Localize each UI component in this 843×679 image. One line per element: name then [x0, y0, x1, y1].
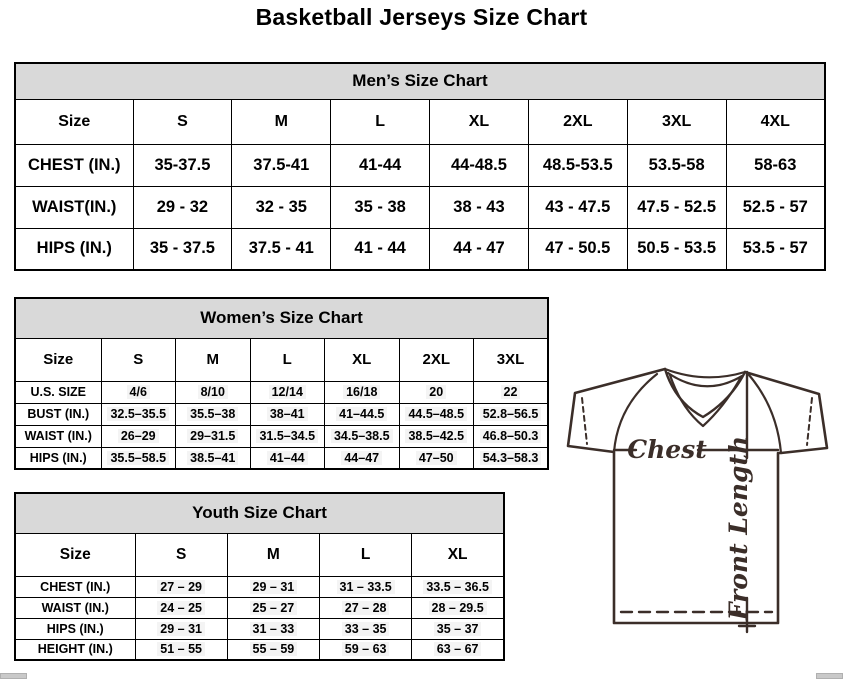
cell-value-text: 37.5 - 41	[248, 239, 314, 258]
cell-value-text: 59 – 63	[342, 642, 390, 656]
cell-value	[101, 403, 176, 425]
cell-value	[101, 425, 176, 447]
table-title: Men’s Size Chart	[15, 63, 825, 99]
table-row	[15, 639, 504, 660]
cell-value	[325, 403, 400, 425]
cell-value	[135, 639, 227, 660]
cell-value	[331, 144, 430, 186]
row-label: HIPS (IN.)	[15, 447, 101, 469]
column-header: 3XL	[627, 99, 726, 144]
cell-value	[227, 576, 319, 597]
column-header: L	[250, 338, 325, 381]
column-header-row	[15, 338, 548, 381]
table-row	[15, 144, 825, 186]
table-row	[15, 228, 825, 270]
cell-value	[412, 618, 504, 639]
cell-value-text: 41-44	[359, 155, 402, 174]
cell-value	[412, 597, 504, 618]
row-label: WAIST(IN.)	[15, 186, 133, 228]
cell-value-text: 24 – 25	[157, 601, 205, 615]
cell-value-text: 26–29	[118, 429, 159, 443]
row-label: WAIST (IN.)	[15, 597, 135, 618]
cell-value-text: 16/18	[343, 385, 380, 399]
row-label: HIPS (IN.)	[15, 228, 133, 270]
cell-value-text: 41 - 44	[354, 239, 406, 258]
cell-value	[528, 228, 627, 270]
cell-value-text: 29 - 32	[156, 197, 209, 216]
cell-value	[331, 228, 430, 270]
horizontal-scrollbar-left-stub[interactable]	[0, 673, 27, 679]
cell-value-text: 35 - 37.5	[149, 239, 215, 258]
cell-value	[528, 186, 627, 228]
mens-size-chart-table	[14, 62, 826, 271]
cell-value-text: 47 - 50.5	[545, 239, 611, 258]
row-label: HIPS (IN.)	[15, 618, 135, 639]
cell-value	[133, 144, 232, 186]
cell-value	[135, 576, 227, 597]
table-row	[15, 425, 548, 447]
cell-value	[320, 639, 412, 660]
column-header: S	[101, 338, 176, 381]
cell-value	[325, 381, 400, 403]
cell-value-text: 31 – 33.5	[337, 580, 395, 594]
jersey-measurement-diagram-icon	[557, 360, 840, 652]
cell-value	[430, 186, 529, 228]
cell-value	[227, 618, 319, 639]
table-row	[15, 381, 548, 403]
column-header: Size	[15, 99, 133, 144]
cell-value-text: 44.5–48.5	[405, 407, 467, 421]
cell-value	[325, 447, 400, 469]
cell-value-text: 20	[426, 385, 446, 399]
cell-value	[232, 144, 331, 186]
cell-value-text: 38 - 43	[453, 197, 505, 216]
table-row	[15, 447, 548, 469]
cell-value	[101, 447, 176, 469]
cell-value-text: 35.5–38	[187, 407, 238, 421]
cell-value	[726, 144, 825, 186]
cell-value	[135, 597, 227, 618]
cell-value-text: 35.5–58.5	[107, 451, 169, 465]
horizontal-scrollbar-right-stub[interactable]	[816, 673, 843, 679]
cell-value-text: 51 – 55	[157, 642, 205, 656]
jersey-outline	[568, 369, 827, 623]
cell-value-text: 8/10	[198, 385, 228, 399]
cell-value	[726, 186, 825, 228]
cell-value-text: 63 – 67	[434, 642, 482, 656]
cell-value-text: 37.5-41	[253, 155, 310, 174]
table-row	[15, 186, 825, 228]
cell-value	[227, 639, 319, 660]
cell-value	[176, 447, 251, 469]
cell-value	[320, 618, 412, 639]
cell-value	[325, 425, 400, 447]
cell-value	[474, 381, 549, 403]
cell-value-text: 41–44	[267, 451, 308, 465]
cell-value	[250, 447, 325, 469]
cell-value-text: 38–41	[267, 407, 308, 421]
column-header: M	[176, 338, 251, 381]
row-label: BUST (IN.)	[15, 403, 101, 425]
cell-value-text: 32 - 35	[255, 197, 307, 216]
table-title: Youth Size Chart	[15, 493, 504, 533]
youth-size-chart-table	[14, 492, 505, 661]
column-header: XL	[412, 533, 504, 576]
cell-value-text: 55 – 59	[250, 642, 298, 656]
cell-value	[474, 403, 549, 425]
row-label: HEIGHT (IN.)	[15, 639, 135, 660]
column-header: 2XL	[528, 99, 627, 144]
cell-value	[250, 425, 325, 447]
column-header: L	[331, 99, 430, 144]
cell-value-text: 41–44.5	[336, 407, 387, 421]
table-row	[15, 403, 548, 425]
womens-size-chart-table	[14, 297, 549, 470]
cell-value-text: 34.5–38.5	[331, 429, 393, 443]
cell-value	[176, 403, 251, 425]
cell-value	[399, 447, 474, 469]
cell-value	[101, 381, 176, 403]
cell-value-text: 35 - 38	[354, 197, 406, 216]
table-row	[15, 576, 504, 597]
cell-value-text: 31 – 33	[250, 622, 298, 636]
column-header: 3XL	[474, 338, 549, 381]
cell-value-text: 47.5 - 52.5	[637, 197, 717, 216]
table-row	[15, 597, 504, 618]
cell-value-text: 43 - 47.5	[545, 197, 611, 216]
row-label: CHEST (IN.)	[15, 576, 135, 597]
cell-value-text: 47–50	[416, 451, 457, 465]
cell-value	[399, 403, 474, 425]
cell-value	[133, 186, 232, 228]
cell-value	[135, 618, 227, 639]
cell-value-text: 33 – 35	[342, 622, 390, 636]
front-length-label: Front Length	[724, 435, 753, 621]
cell-value	[133, 228, 232, 270]
cell-value	[528, 144, 627, 186]
cell-value-text: 29–31.5	[187, 429, 238, 443]
cell-value	[627, 228, 726, 270]
cell-value-text: 4/6	[127, 385, 150, 399]
cell-value-text: 35 – 37	[434, 622, 482, 636]
cell-value-text: 46.8–50.3	[480, 429, 542, 443]
cell-value-text: 27 – 28	[342, 601, 390, 615]
cell-value-text: 31.5–34.5	[256, 429, 318, 443]
table-title: Women’s Size Chart	[15, 298, 548, 338]
cell-value-text: 25 – 27	[250, 601, 298, 615]
cell-value-text: 38.5–41	[187, 451, 238, 465]
page-title: Basketball Jerseys Size Chart	[255, 4, 588, 30]
cell-value	[430, 228, 529, 270]
cell-value	[627, 144, 726, 186]
column-header: S	[133, 99, 232, 144]
cell-value	[250, 381, 325, 403]
cell-value-text: 27 – 29	[157, 580, 205, 594]
cell-value	[176, 381, 251, 403]
cell-value	[227, 597, 319, 618]
cell-value	[232, 186, 331, 228]
cell-value	[399, 425, 474, 447]
cell-value	[412, 639, 504, 660]
cell-value	[412, 576, 504, 597]
cell-value-text: 50.5 - 53.5	[637, 239, 717, 258]
cell-value	[250, 403, 325, 425]
cell-value-text: 32.5–35.5	[107, 407, 169, 421]
column-header: XL	[430, 99, 529, 144]
cell-value-text: 53.5 - 57	[742, 239, 808, 258]
cell-value-text: 35-37.5	[154, 155, 211, 174]
cell-value	[399, 381, 474, 403]
cell-value	[331, 186, 430, 228]
column-header-row	[15, 99, 825, 144]
cell-value-text: 29 – 31	[250, 580, 298, 594]
cell-value-text: 44-48.5	[450, 155, 507, 174]
column-header: 4XL	[726, 99, 825, 144]
column-header: Size	[15, 533, 135, 576]
cell-value-text: 38.5–42.5	[405, 429, 467, 443]
cell-value	[232, 228, 331, 270]
cell-value-text: 52.8–56.5	[480, 407, 542, 421]
cell-value	[176, 425, 251, 447]
column-header: Size	[15, 338, 101, 381]
row-label: WAIST (IN.)	[15, 425, 101, 447]
cell-value-text: 44–47	[341, 451, 382, 465]
cell-value	[726, 228, 825, 270]
cell-value-text: 53.5-58	[648, 155, 705, 174]
column-header: 2XL	[399, 338, 474, 381]
row-label: CHEST (IN.)	[15, 144, 133, 186]
cell-value	[627, 186, 726, 228]
column-header: M	[232, 99, 331, 144]
table-row	[15, 618, 504, 639]
cell-value	[320, 576, 412, 597]
cell-value	[320, 597, 412, 618]
cell-value-text: 12/14	[269, 385, 306, 399]
cell-value-text: 52.5 - 57	[742, 197, 808, 216]
cell-value	[474, 425, 549, 447]
cell-value-text: 22	[501, 385, 521, 399]
cell-value-text: 29 – 31	[157, 622, 205, 636]
cell-value-text: 44 - 47	[453, 239, 505, 258]
cell-value-text: 48.5-53.5	[542, 155, 613, 174]
cell-value-text: 58-63	[754, 155, 797, 174]
column-header-row	[15, 533, 504, 576]
column-header: L	[320, 533, 412, 576]
column-header: XL	[325, 338, 400, 381]
cell-value-text: 54.3–58.3	[480, 451, 542, 465]
chest-label: Chest	[627, 435, 707, 464]
column-header: M	[227, 533, 319, 576]
cell-value	[474, 447, 549, 469]
row-label: U.S. SIZE	[15, 381, 101, 403]
cell-value-text: 33.5 – 36.5	[423, 580, 492, 594]
column-header: S	[135, 533, 227, 576]
cell-value	[430, 144, 529, 186]
cell-value-text: 28 – 29.5	[429, 601, 487, 615]
